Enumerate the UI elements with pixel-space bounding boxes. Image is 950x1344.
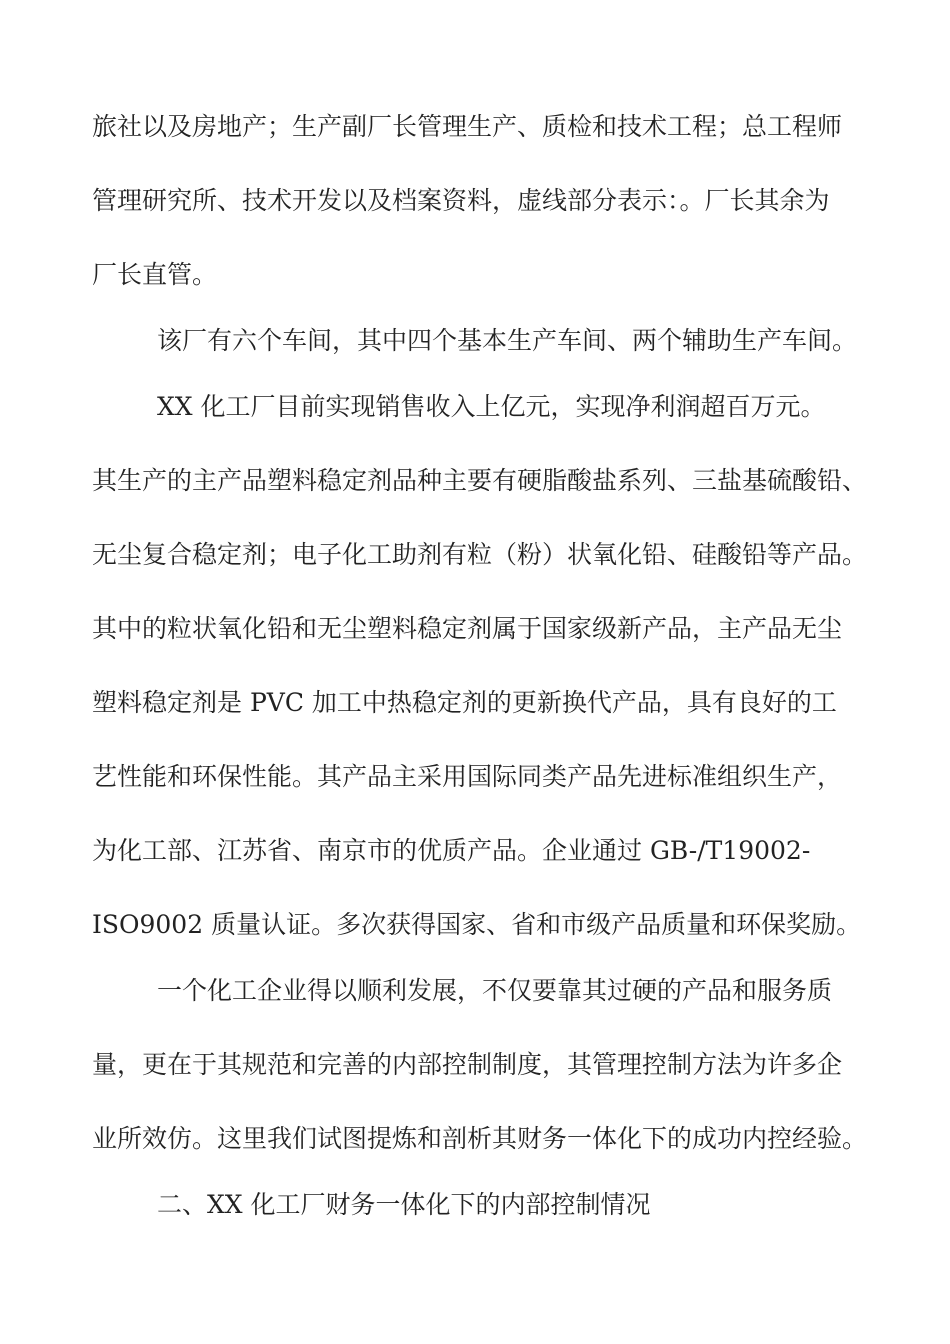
- text-line-4: 该厂有六个车间，其中四个基本生产车间、两个辅助生产车间。: [157, 326, 858, 355]
- text-line-15: 业所效仿。这里我们试图提炼和剖析其财务一体化下的成功内控经验。: [92, 1124, 868, 1153]
- text-line-3: 厂长直管。: [92, 260, 218, 289]
- text-line-13: 一个化工企业得以顺利发展，不仅要靠其过硬的产品和服务质: [157, 976, 833, 1005]
- text-line-7: 无尘复合稳定剂；电子化工助剂有粒（粉）状氧化铅、硅酸铅等产品。: [92, 540, 868, 569]
- text-line-11: 为化工部、江苏省、南京市的优质产品。企业通过 GB-/T19002-: [92, 836, 811, 865]
- text-line-9: 塑料稳定剂是 PVC 加工中热稳定剂的更新换代产品，具有良好的工: [92, 688, 837, 717]
- text-line-1: 旅社以及房地产；生产副厂长管理生产、质检和技术工程；总工程师: [92, 112, 843, 141]
- text-line-10: 艺性能和环保性能。其产品主采用国际同类产品先进标准组织生产，: [92, 762, 843, 791]
- text-line-14: 量，更在于其规范和完善的内部控制制度，其管理控制方法为许多企: [92, 1050, 843, 1079]
- section-heading: 二、XX 化工厂财务一体化下的内部控制情况: [157, 1190, 651, 1219]
- text-line-12: ISO9002 质量认证。多次获得国家、省和市级产品质量和环保奖励。: [92, 910, 862, 939]
- text-line-5: XX 化工厂目前实现销售收入上亿元，实现净利润超百万元。: [157, 392, 826, 421]
- text-line-8: 其中的粒状氧化铅和无尘塑料稳定剂属于国家级新产品，主产品无尘: [92, 614, 843, 643]
- text-line-6: 其生产的主产品塑料稳定剂品种主要有硬脂酸盐系列、三盐基硫酸铅、: [92, 466, 868, 495]
- text-line-2: 管理研究所、技术开发以及档案资料，虚线部分表示：。厂长其余为: [92, 186, 830, 215]
